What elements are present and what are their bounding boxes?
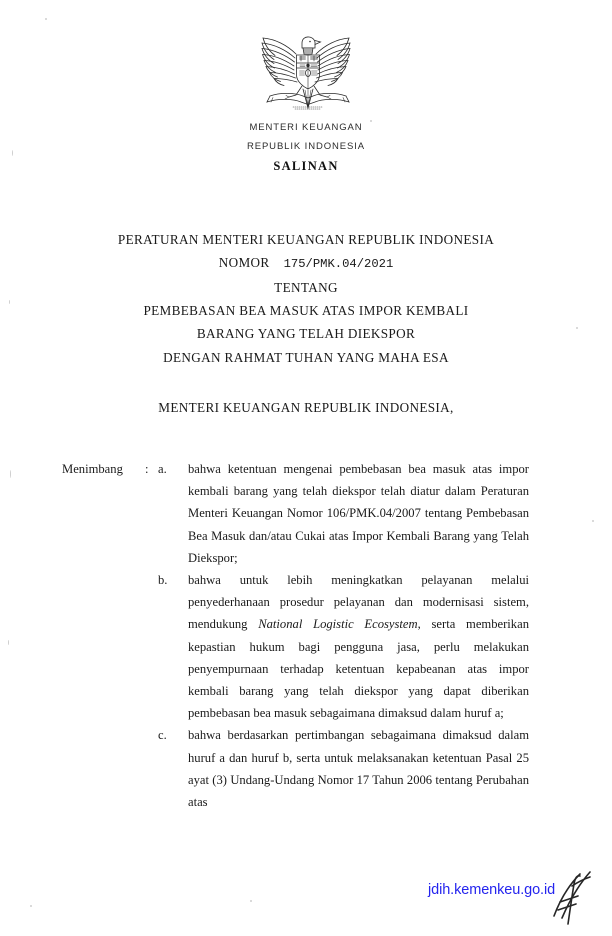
considering-item-c <box>0 724 612 813</box>
item-marker-a: a. <box>158 462 167 476</box>
considering-section <box>0 458 612 813</box>
item-text-b <box>188 569 529 724</box>
considering-colon: : <box>145 462 149 476</box>
item-text-c <box>188 724 529 813</box>
considering-item-b <box>0 569 612 724</box>
ministry-name-line-1: MENTERI KEUANGAN <box>249 122 363 133</box>
item-marker-b: b. <box>158 573 168 588</box>
item-b-italic-term: National Logistic Ecosystem <box>258 617 418 632</box>
item-b-part-1: bahwa untuk lebih meningkatkan pelayanan melalui penyederhanaan prosedur pelayanan dan modernisasi sistem, mendukung <box>188 573 529 632</box>
issuing-authority: MENTERI KEUANGAN REPUBLIK INDONESIA, <box>158 400 454 415</box>
nomor-value: 175/PMK.04/2021 <box>283 257 394 271</box>
regulation-number-row <box>0 251 612 276</box>
regulation-title: PERATURAN MENTERI KEUANGAN REPUBLIK INDONESIA <box>117 232 495 247</box>
divine-invocation: DENGAN RAHMAT TUHAN YANG MAHA ESA <box>163 350 449 365</box>
copy-label: SALINAN <box>273 159 339 173</box>
regulation-subject-line-2: BARANG YANG TELAH DIEKSPOR <box>196 326 416 341</box>
item-b-part-2: , serta memberikan kepastian hukum bagi pengguna jasa, perlu melakukan penyempurnaan terhadap ketentuan kepabeanan atas impor kembali barang yang telah diekspor yang dapat diberikan pembebasan bea masuk sebagaimana dimaksud dalam huruf a; <box>188 617 529 721</box>
document-header <box>0 32 612 174</box>
garuda-pancasila-emblem <box>250 32 362 116</box>
item-marker-c: c. <box>158 728 167 743</box>
item-a-part-1: bahwa ketentuan mengenai pembebasan bea masuk atas impor kembali barang yang telah diekspor telah diatur dalam Peraturan Menteri Keuangan Nomor 106/PMK.04/2007 tentang Pembebasan Bea Masuk dan/atau Cukai atas Impor Kembali Barang yang Telah Diekspor; <box>188 462 529 565</box>
tentang-label: TENTANG <box>274 280 338 295</box>
scan-speckle <box>45 18 47 20</box>
decree-block <box>0 350 612 416</box>
item-text-a <box>188 458 529 569</box>
considering-label: Menimbang <box>62 462 123 476</box>
jdih-watermark: jdih.kemenkeu.go.id <box>428 882 556 898</box>
regulation-title-block <box>0 228 612 345</box>
regulation-subject-line-1: PEMBEBASAN BEA MASUK ATAS IMPOR KEMBALI <box>143 303 469 318</box>
considering-item-a <box>0 458 612 569</box>
nomor-label: NOMOR <box>218 255 270 270</box>
ministry-name-line-2: REPUBLIK INDONESIA <box>246 140 366 152</box>
document-footer <box>0 866 612 936</box>
item-c-part-1: bahwa berdasarkan pertimbangan sebagaimana dimaksud dalam huruf a dan huruf b, serta untuk melaksanakan ketentuan Pasal 25 ayat (3) Undang-Undang Nomor 17 Tahun 2006 tentang Perubahan atas <box>188 728 529 810</box>
